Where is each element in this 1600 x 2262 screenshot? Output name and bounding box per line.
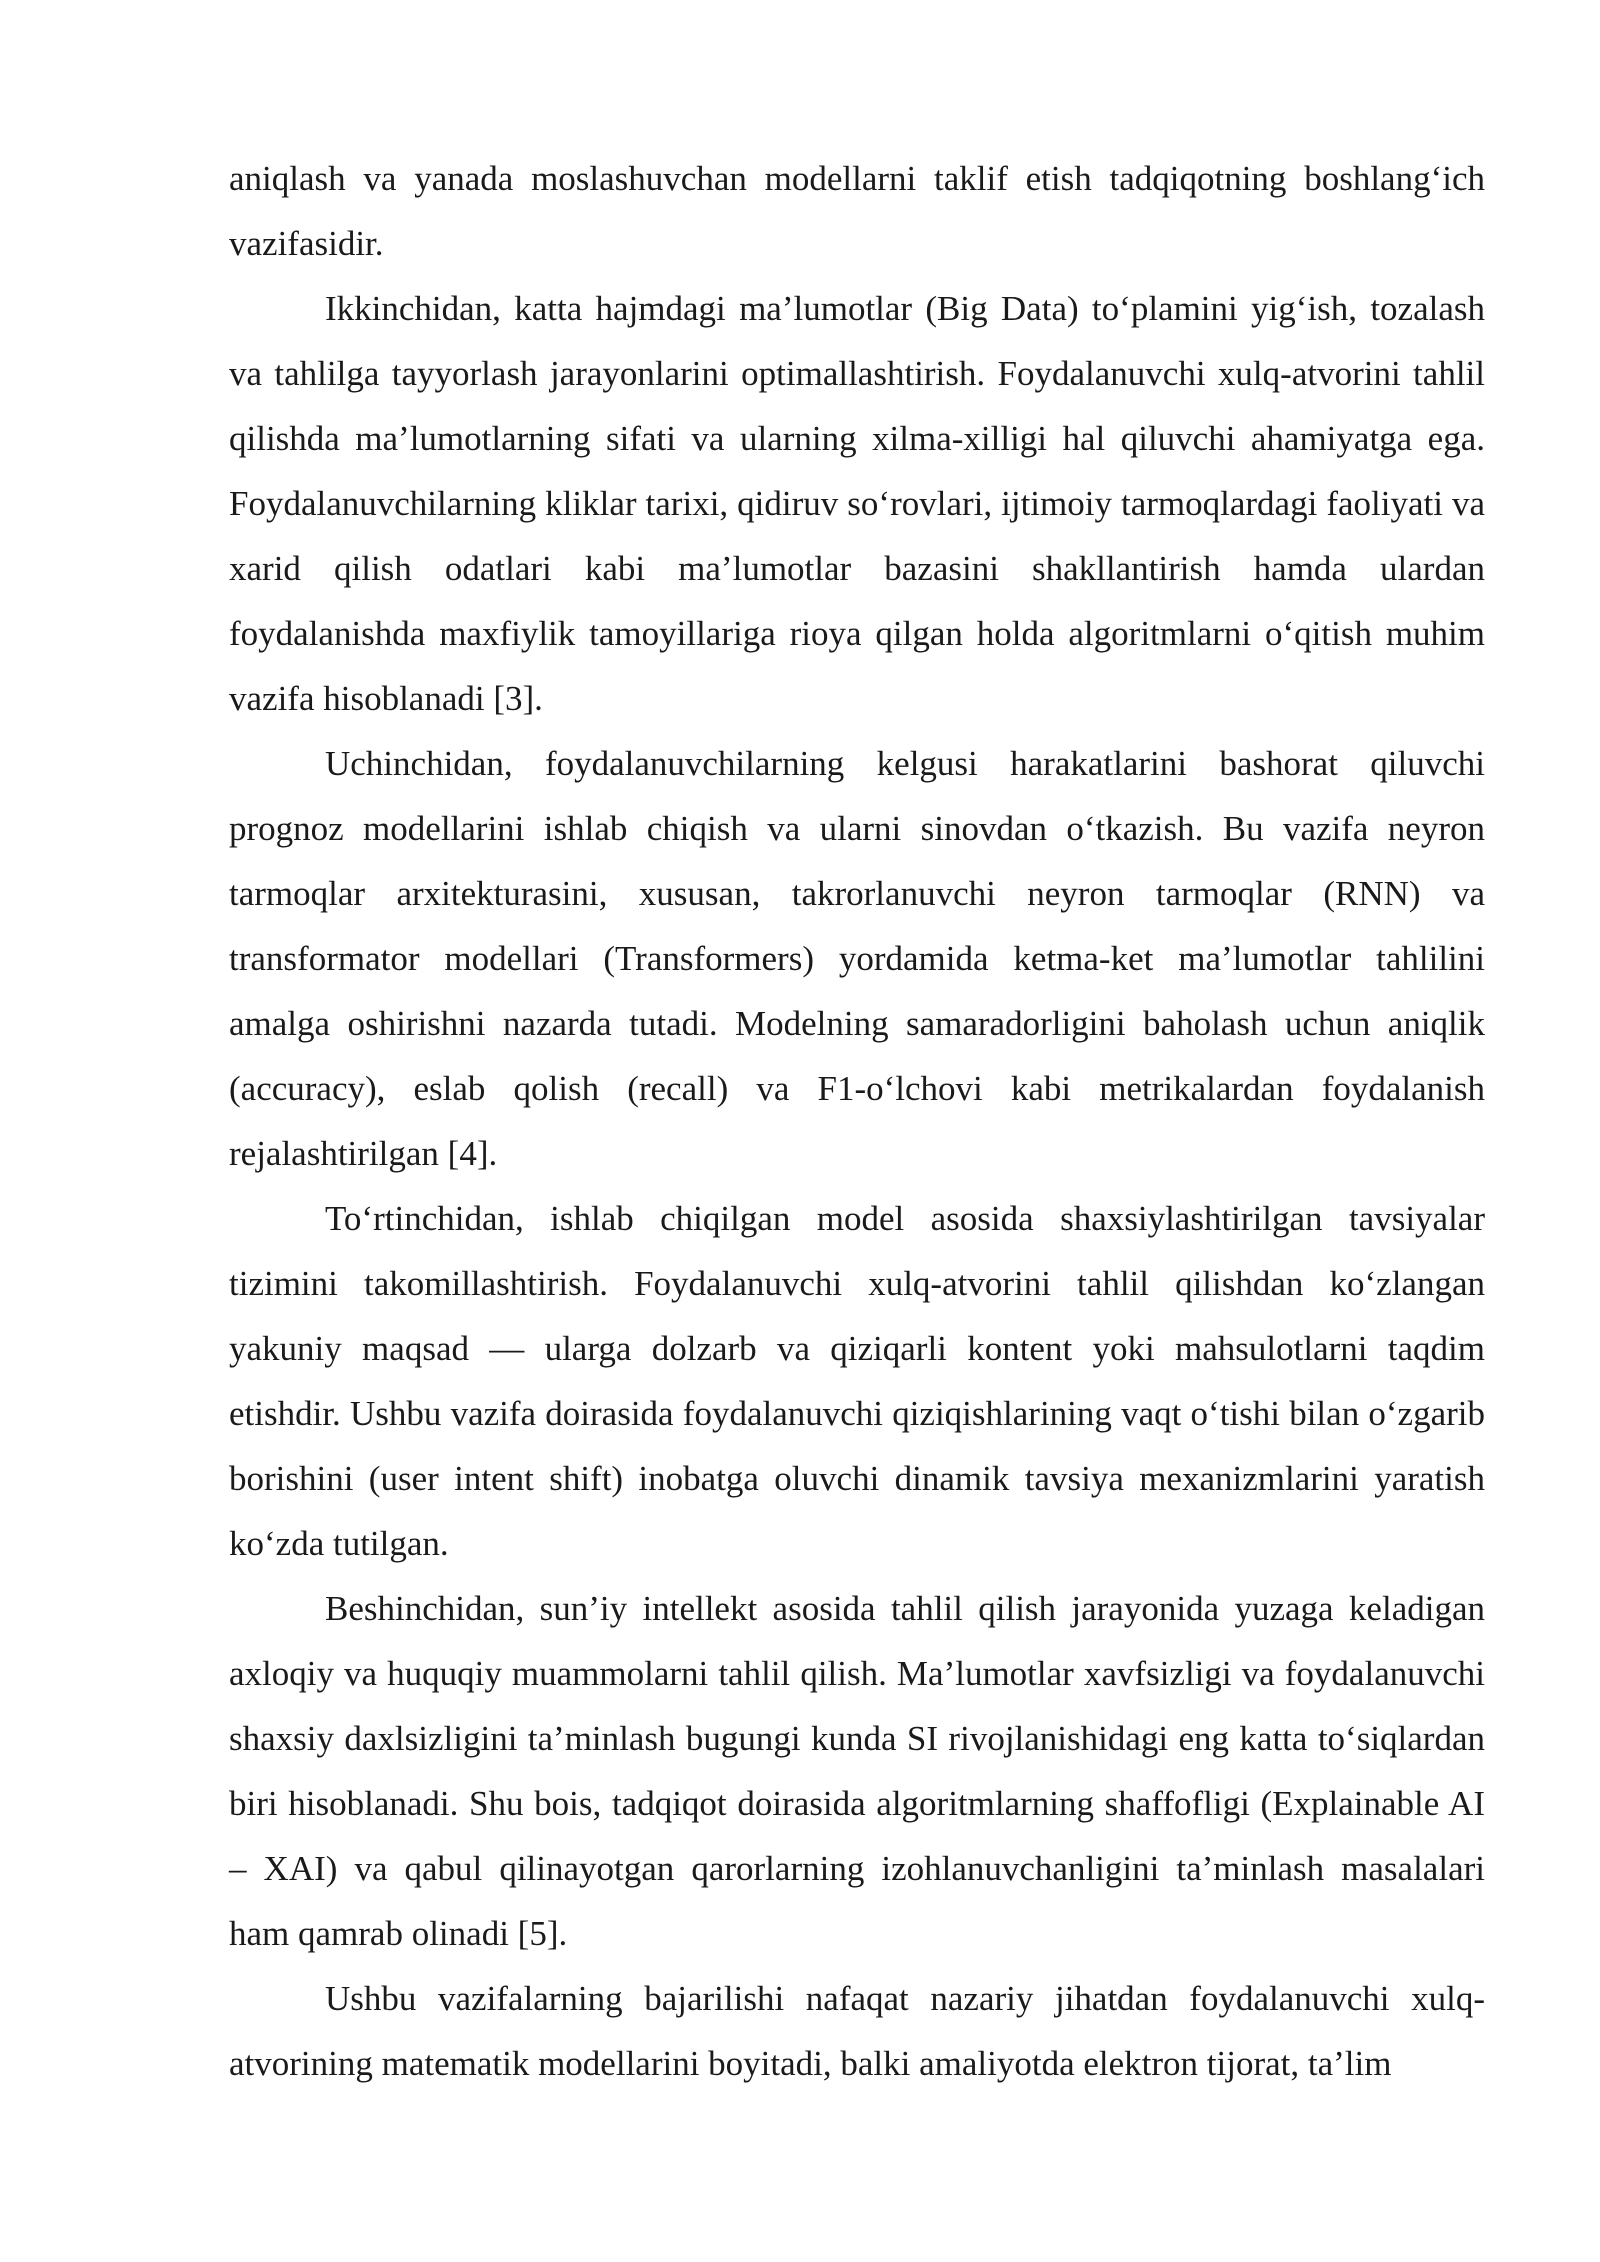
paragraph-continuation: aniqlash va yanada moslashuvchan modellarni taklif etish tadqiqotning boshlang‘ich vazifasidir. [229, 159, 1485, 263]
document-page [229, 146, 1485, 2096]
paragraph-tortinchidan: To‘rtinchidan, ishlab chiqilgan model asosida shaxsiylashtirilgan tavsiyalar tizimini takomillashtirish. Foydalanuvchi xulq-atvorini tahlil qilishdan ko‘zlangan yakuniy maqsad — ularga dolzarb va qiziqarli kontent yoki mahsulotlarni taqdim etishdir. Ushbu vazifa doirasida foydalanuvchi qiziqishlarining vaqt o‘tishi bilan o‘zgarib borishini (user intent shift) inobatga oluvchi dinamik tavsiya mexanizmlarini yaratish ko‘zda tutilgan. [229, 1199, 1485, 1563]
paragraph-beshinchidan: Beshinchidan, sun’iy intellekt asosida tahlil qilish jarayonida yuzaga keladigan axloqiy va huquqiy muammolarni tahlil qilish. Ma’lumotlar xavfsizligi va foydalanuvchi shaxsiy daxlsizligini ta’minlash bugungi kunda SI rivojlanishidagi eng katta to‘siqlardan biri hisoblanadi. Shu bois, tadqiqot doirasida algoritmlarning shaffofligi (Explainable AI – XAI) va qabul qilinayotgan qarorlarning izohlanuvchanligini ta’minlash masalalari ham qamrab olinadi [5]. [229, 1589, 1485, 1953]
paragraph-ushbu-vazifalar: Ushbu vazifalarning bajarilishi nafaqat nazariy jihatdan foydalanuvchi xulq-atvorining matematik modellarini boyitadi, balki amaliyotda elektron tijorat, ta’lim [229, 1979, 1485, 2083]
paragraph-uchinchidan: Uchinchidan, foydalanuvchilarning kelgusi harakatlarini bashorat qiluvchi prognoz modellarini ishlab chiqish va ularni sinovdan o‘tkazish. Bu vazifa neyron tarmoqlar arxitekturasini, xususan, takrorlanuvchi neyron tarmoqlar (RNN) va transformator modellari (Transformers) yordamida ketma-ket ma’lumotlar tahlilini amalga oshirishni nazarda tutadi. Modelning samaradorligini baholash uchun aniqlik (accuracy), eslab qolish (recall) va F1-o‘lchovi kabi metrikalardan foydalanish rejalashtirilgan [4]. [229, 744, 1485, 1173]
paragraph-ikkinchidan: Ikkinchidan, katta hajmdagi ma’lumotlar (Big Data) to‘plamini yig‘ish, tozalash va tahlilga tayyorlash jarayonlarini optimallashtirish. Foydalanuvchi xulq-atvorini tahlil qilishda ma’lumotlarning sifati va ularning xilma-xilligi hal qiluvchi ahamiyatga ega. Foydalanuvchilarning kliklar tarixi, qidiruv so‘rovlari, ijtimoiy tarmoqlardagi faoliyati va xarid qilish odatlari kabi ma’lumotlar bazasini shakllantirish hamda ulardan foydalanishda maxfiylik tamoyillariga rioya qilgan holda algoritmlarni o‘qitish muhim vazifa hisoblanadi [3]. [229, 289, 1485, 718]
